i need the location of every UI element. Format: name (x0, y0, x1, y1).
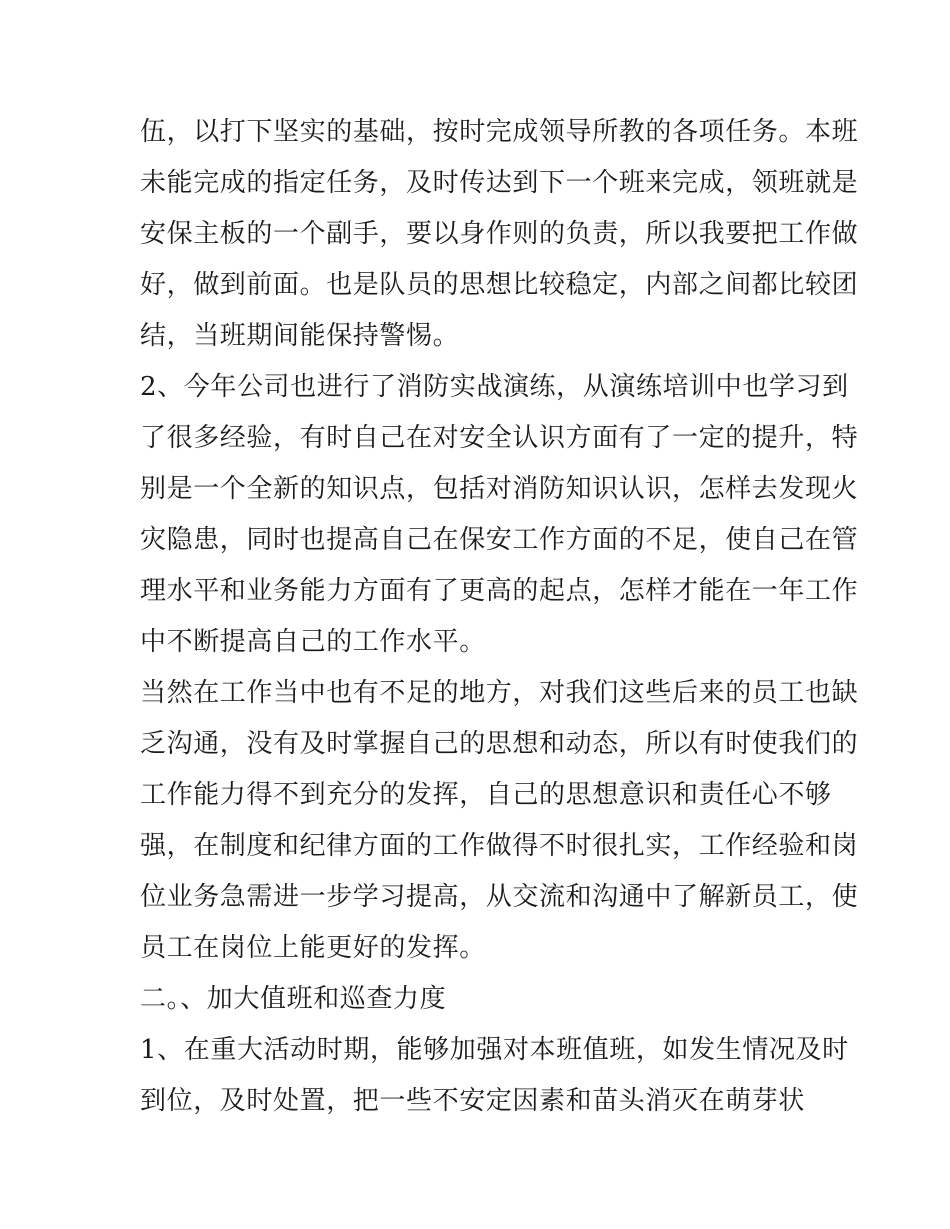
text-line: 伍，以打下坚实的基础，按时完成领导所教的各项任务。本班 (140, 117, 859, 147)
document-body (140, 107, 859, 1127)
section-heading: 二。、加大值班和巡查力度 (140, 984, 447, 1014)
text-line: 到位，及时处置，把一些不安定因素和苗头消灭在萌芽状 (140, 1086, 806, 1116)
text-line: 了很多经验，有时自己在对安全认识方面有了一定的提升，特 (140, 423, 859, 453)
text-line: 强，在制度和纪律方面的工作做得不时很扎实，工作经验和岗 (140, 831, 859, 861)
text-line: 灾隐患，同时也提高自己在保安工作方面的不足，使自己在管 (140, 525, 859, 555)
text-line: 别是一个全新的知识点，包括对消防知识认识，怎样去发现火 (140, 474, 859, 504)
text-line: 2、今年公司也进行了消防实战演练，从演练培训中也学习到 (140, 372, 849, 402)
text-line: 未能完成的指定任务，及时传达到下一个班来完成，领班就是 (140, 168, 859, 198)
text-line: 工作能力得不到充分的发挥，自己的思想意识和责任心不够 (140, 780, 832, 810)
text-line: 当然在工作当中也有不足的地方，对我们这些后来的员工也缺 (140, 678, 859, 708)
text-line: 好，做到前面。也是队员的思想比较稳定，内部之间都比较团 (140, 270, 859, 300)
text-line: 安保主板的一个副手，要以身作则的负责，所以我要把工作做 (140, 219, 859, 249)
text-line: 乏沟通，没有及时掌握自己的思想和动态，所以有时使我们的 (140, 729, 859, 759)
text-line: 位业务急需进一步学习提高，从交流和沟通中了解新员工，使 (140, 882, 859, 912)
text-line: 理水平和业务能力方面有了更高的起点，怎样才能在一年工作 (140, 576, 859, 606)
text-line: 员工在岗位上能更好的发挥。 (140, 933, 486, 963)
text-line: 中不断提高自己的工作水平。 (140, 627, 486, 657)
text-line: 1、在重大活动时期，能够加强对本班值班，如发生情况及时 (140, 1035, 849, 1065)
text-line: 结，当班期间能保持警惕。 (140, 321, 460, 351)
